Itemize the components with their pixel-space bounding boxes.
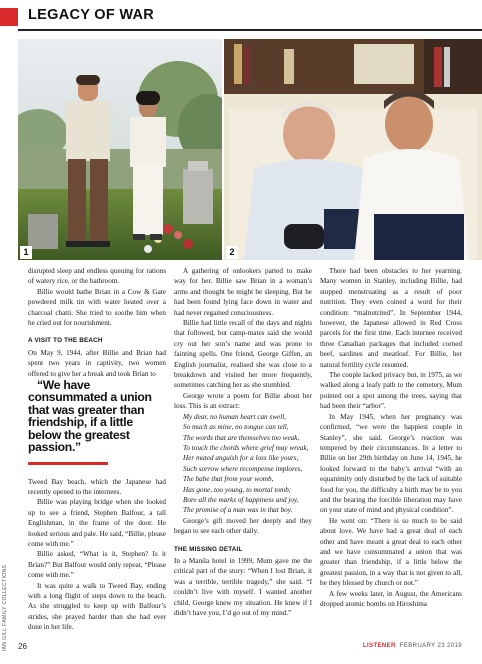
section-marker	[0, 8, 18, 26]
photo-two-men-sofa-image	[224, 39, 482, 260]
page-number: 26	[18, 642, 27, 651]
pull-quote: “We have consummated a union that was greater than friendship, if a little below the greatest passion.”	[28, 378, 152, 455]
paragraph: On May 9, 1944, after Billie and Brian had spent two years in captivity, two women offered to give her a break and took Brian to	[28, 348, 166, 378]
section-title: LEGACY OF WAR	[28, 7, 155, 23]
paragraph: Billie would bathe Brian in a Cow & Gate powdered milk tin with water heated over a charcoal chatti. She tried to soothe him when he cried out for nourishment.	[28, 287, 166, 328]
paragraph: Billie was playing bridge when she looked up to see a friend, Stephen Balfour, a tall Englishman, in the frame of the door. He looked serious and pale. He said, “Billie, please come with me.”	[28, 498, 166, 548]
photo-number-2: 2	[226, 246, 238, 259]
poem-line: Has gone, too young, to mortal tomb;	[183, 485, 292, 494]
poem-line: To touch the chords where grief may wreak,	[183, 443, 309, 452]
subheading-missing-detail: THE MISSING DETAIL	[174, 545, 243, 553]
section-rule	[18, 29, 482, 31]
page-footer	[0, 640, 482, 660]
poem-line: Her muted anguish for a loss like yours,	[183, 454, 299, 463]
section-header	[0, 0, 482, 30]
photo-couple-garden-image	[18, 39, 222, 260]
subheading-beach: A VISIT TO THE BEACH	[28, 337, 103, 345]
poem-line: My dear, no human heart can swell,	[183, 412, 287, 421]
paragraph: It was quite a walk to Tweed Bay, ending with a long flight of steps down to the beach. As she struggled to keep up with Balfour’s strides, she prayed harder than she had ever done in her life.	[28, 581, 166, 632]
poem-line: The babe that from your womb,	[183, 475, 274, 484]
paragraph: George’s gift moved her deeply and they began to see each other daily.	[174, 516, 312, 536]
paragraph: Billie had little recall of the days and nights that followed, but camp-mates said she would cry out her son’s name and was prone to fainting spells. One friend, George Giffen, an English journalist, realised she was close to a breakdown and visited her more frequently, sometimes catching her as she stumbled.	[174, 319, 312, 390]
poem-line: Such sorrow where recompense implores,	[183, 464, 303, 473]
paragraph: In May 1945, when her pregnancy was confirmed, “we were the happiest couple in Stanley”, she said. George’s reaction was tempered by their circumstances. In a letter to Billie on her 29th birthday on June 14, 1945, he looked forward to the baby’s arrival “with an equanimity only disturbed by the lack of suitable food for you, the difficulty a birth may be to you and the bearing the forcible liberation may have on your state of mind and physical condition”.	[320, 412, 462, 515]
poem-line: Bore all the marks of happiness and joy,	[183, 495, 299, 504]
poem-line: The words that are themselves too weak,	[183, 433, 300, 442]
poem-line: The promise of a man was in that boy.	[183, 506, 293, 515]
photo-two-men-sofa	[224, 39, 482, 260]
paragraph: disrupted sleep and endless queuing for rations of watery rice, or the bathroom.	[28, 267, 166, 286]
magazine-folio	[363, 643, 462, 649]
photo-credit-text: IAN GILL FAMILY COLLECTIONS	[2, 564, 8, 652]
photo-number-1: 1	[20, 246, 32, 259]
paragraph: The couple lacked privacy but, in 1975, as we walked along a leafy path to the cemetery, Mum pointed out a spot among the trees, saying that had been their “arbor”.	[320, 371, 462, 411]
paragraph: He went on: “There is so much to be said about love. We have had a great deal of each other and have meant a great deal to each other and we have consummated a union that was greater than friendship, if a little below the greatest passion, in a way that is not given to all, be they blessed by church or not.”	[320, 516, 462, 588]
magazine-name: LISTENER	[362, 643, 396, 649]
paragraph: Tweed Bay beach, which the Japanese had recently opened to the internees.	[28, 477, 166, 496]
issue-date: FEBRUARY 23 2019	[399, 643, 462, 649]
paragraph: There had been obstacles to her yearning. Many women in Stanley, including Billie, had stopped menstruating as a result of poor nutrition. They even coined a word for their condition: “malnutrited”. In September 1944, however, the Japanese allowed in Red Cross parcels for the first time. Each internee received three Canadian packages that included corned beef, sardines and meatloaf. For Billie, her natural fertility cycle resumed.	[320, 267, 462, 369]
paragraph: Billie asked, “What is it, Stephen? Is it Brian?” But Balfour would only repeat, “Please come with me.”	[28, 550, 166, 580]
paragraph: In a Manila hotel in 1999, Mum gave me the critical part of the story: “When I lost Brian, it was a terrible, terrible tragedy,” she said. “I couldn’t live with myself. I wanted another child. George knew my situation. He knew if I didn’t have you, I’d go out of my mind.”	[174, 556, 312, 617]
pull-quote-rule	[28, 462, 108, 465]
article-column-3	[320, 266, 462, 609]
poem-line: So much as mine, no tongue can tell,	[183, 423, 289, 432]
poem-extract	[183, 412, 312, 516]
article-column-2	[174, 266, 312, 618]
paragraph: George wrote a poem for Billie about her loss. This is an extract:	[174, 391, 312, 411]
article-column-1	[28, 266, 166, 633]
paragraph: A gathering of onlookers parted to make way for her. Billie saw Brian in a woman’s arms and thought he might be sleeping. But he had been found lying face down in water and had never regained consciousness.	[174, 267, 312, 317]
paragraph: A few weeks later, in August, the Americans dropped atomic bombs on Hiroshima	[320, 589, 462, 608]
photo-couple-garden	[18, 39, 222, 260]
